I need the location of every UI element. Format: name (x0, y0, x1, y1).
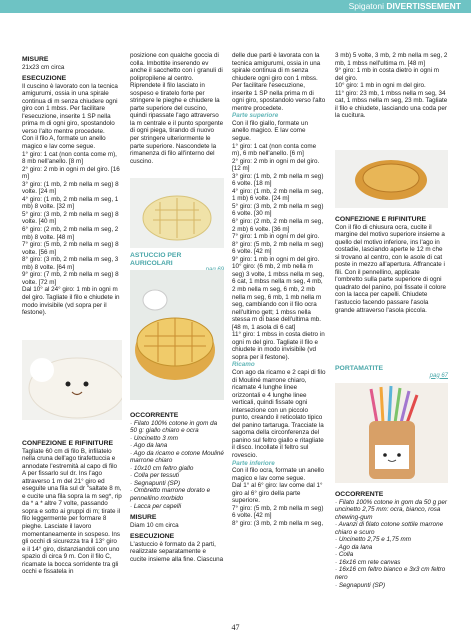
column-4-confezione (335, 212, 448, 314)
occorrente-item: · 10x10 cm feltro giallo (130, 464, 194, 472)
ps-row: 1° giro: 1 cat (non conta come m), 6 mb nell'anello. [6 m] (232, 142, 317, 158)
occorrente-item: · Ago da lana (335, 543, 373, 551)
c4-row: 11° giro: 23 mb, 1 mbss nella m seg, 34 cat, 1 mbss nella m seg, 23 mb. Tagliate il filo e chiudete, lasciando una coda per la cucitura. (335, 89, 448, 120)
occorrente-item: · Avanzi di filato cotone sottile marrone chiaro e scuro (335, 521, 444, 536)
misure-heading: MISURE (22, 56, 49, 63)
ps-row: 10° giro: (6 mb, 2 mb nella m seg) 3 volte, 1 mbss nella m seg, 6 cat, 1 mbss nella m seg, 4 mb, 2 mb nella m seg, 6 mb, 2 mb nella m seg, 6 mb, 1 mb nella m seg, cambiando con il filo ocra nell'ultimo gett; 1 mbss nella stessa m di base dell'ultima mb. [48 m, 1 asola di 6 cat] (232, 263, 325, 331)
ps-row: 7° giro: 1 mb in ogni m del giro. (232, 233, 320, 241)
ps-row: 9° giro: 1 mb in ogni m del giro. (232, 255, 320, 263)
confezione-heading-astuccio: CONFEZIONE E RIFINITURE (335, 216, 427, 223)
occorrente-item: · 16x16 cm feltro bianco e 3x3 cm feltro nero (335, 566, 446, 582)
c4-row: 9° giro: 1 mb in costa dietro in ogni m del giro. (335, 67, 440, 82)
bun-photo (130, 178, 224, 248)
page-ref-portamatite: pag 67 (429, 372, 448, 379)
esecuzione-heading: ESECUZIONE (22, 75, 67, 83)
occorrente-item: · Ago da ricamo e cotone Mouliné marrone chiaro (130, 449, 224, 465)
pi-row: 8° giro: (3 mb, 2 mb nella m seg, (232, 519, 324, 527)
occorrente-item: · Filato 100% cotone in gom da 50 g per uncinetto 2,75 mm: ocra, bianco, rosa chewing-gum (335, 498, 448, 521)
misure-text: 21x23 cm circa (22, 63, 65, 71)
occorrente-item: · Uncinetto 2,75 e 1,75 mm (335, 536, 411, 544)
product-title-portamatite: PORTAMATITE (335, 365, 384, 372)
page-number: 47 (231, 623, 240, 632)
ricamo-heading: Ricamo (232, 361, 255, 369)
occorrente-item: · Filato 100% cotone in gom da 50 g: giallo chiaro e ocra (130, 419, 218, 435)
pi-row: 7° giro: (5 mb, 2 mb nella m seg) 6 volte. [42 m] (232, 504, 324, 520)
esecuzione-text: Il cuscino è lavorato con la tecnica amigurumi, ossia in una spirale continua di m senza chiudere ogni giro con 1 mbss. Per facilitare l'esecuzione, inserite 1 SP nella prima m di ogni giro, spostandolo verso l'alto mentre procedete. (22, 82, 118, 135)
product-title-astuccio: ASTUCCIO PER AURICOLARI (130, 252, 182, 267)
row-5: 5° giro: (3 mb, 2 mb nella m seg) 8 volte. [40 m] (22, 210, 119, 226)
occorrente-item: · Ago da lana (130, 442, 168, 450)
occorrente-item: · Segnapunti (SP) (130, 479, 181, 487)
row-7: 7° giro: (5 mb, 2 mb nella m seg) 8 volte. [56 m] (22, 241, 119, 256)
ps-row: 3° giro: (1 mb, 2 mb nella m seg) 6 volte. [18 m] (232, 172, 324, 188)
row-6: 6° giro: (2 mb, 2 mb nella m seg, 2 mb) 8 volte. [48 m] (22, 226, 119, 241)
confezione-heading: CONFEZIONE E RIFINITURE (22, 440, 114, 447)
occorrente-item: · Ombretto marrone dorato e pennellino morbido (130, 487, 211, 503)
ps-row: 6° giro: (2 mb, 2 mb nella m seg, 2 mb) 6 volte. [36 m] (232, 218, 324, 233)
occorrente-item: · Uncinetto 3 mm (130, 434, 178, 442)
row-1: 1° giro: 1 cat (non conta come m), 8 mb nell'anello. [8 m] (22, 150, 117, 166)
row-8: 8° giro: (3 mb, 2 mb nella m seg, 3 mb) 8 volte. [64 m] (22, 256, 119, 271)
occorrente-item: · Colla per tessuti (130, 472, 179, 480)
column-2-text: posizione con qualche goccia di colla. Imbottite inserendo ev anche il sacchetto con i granuli di polipropilene al centro. Riprendete il filo lasciato in sospeso e tiratelo forte per stringere le pieghe e chiudere la parte superiore del cuscino, quindi ripassate l'ago attraverso la m centrale e il punto sporgente di ogni piega, tirando di nuovo per stringere ulteriormente le parte superiore. Nascondete la rimanenza di filo all'interno del cuscino. (130, 52, 224, 165)
c4-row: 3 mb) 5 volte, 3 mb, 2 mb nella m seg, 2 mb, 1 mbss nell'ultima m. [48 m] (335, 52, 448, 67)
c4-row: 10° giro: 1 mb in ogni m del giro. (335, 82, 426, 90)
esecuzione-text-astuccio: L'astuccio è formato da 2 parti, realizzate separatamente e cucite insieme alla fine. Ciascuna (130, 540, 224, 563)
ps-row: 8° giro: (5 mb, 2 mb nella m seg) 6 volte. [42 m] (232, 240, 324, 256)
section-header-bar (0, 0, 471, 13)
parte-superiore-intro: Con il filo giallo, formate un anello magico. E lav come segue. (232, 119, 308, 143)
row-4: 4° giro: (1 mb, 2 mb nella m seg, 1 mb) 8 volte. [32 m] (22, 195, 119, 211)
column-3-intro: delle due parti è lavorata con la tecnica amigurumi, ossia in una spirale continua di m senza chiudere ogni giro con 1 mbss. Per facilitare l'esecuzione, inserite 1 SP nella prima m di ogni giro, spostandolo verso l'alto mentre procedete. (232, 52, 326, 112)
ricamo-text: Con ago da ricamo e 2 capi di filo di Mouliné marrone chiaro, ricamate 4 lunghe linee orizzontali e 4 lunghe linee verticali, quindi fissate ogni intersezione con un piccolo punto, creando il reticolato tipico del panino tartaruga. Tracciate la sagoma della circonferenza del panino sul feltro giallo e ritagliate il disco. Incollate il feltro sul rovescio. (232, 368, 326, 459)
parte-inferiore-intro: Con il filo ocra, formate un anello magico e lav come segue. (232, 467, 325, 482)
column-3 (232, 52, 326, 527)
occorrente-item: · Lacca per capelli (130, 502, 182, 510)
ps-row: 4° giro: (1 mb, 2 mb nella m seg, 1 mb) 6 volte. [24 m] (232, 187, 324, 203)
earbud-case-photo (130, 270, 224, 400)
column-2-occorrente (130, 408, 224, 563)
row-3: 3° giro: (1 mb, 2 mb nella m seg) 8 volte. [24 m] (22, 180, 119, 196)
row-9: 9° giro: (7 mb, 2 mb nella m seg) 8 volte. [72 m] (22, 271, 119, 286)
ps-row: 5° giro: (3 mb, 2 mb nella m seg) 6 volte. [30 m] (232, 202, 324, 218)
ps-row: 2° giro: 2 mb in ogni m del giro. [12 m] (232, 157, 320, 173)
column-2 (130, 52, 224, 165)
column-1 (22, 52, 122, 317)
row-10: Dal 10° al 24° giro: 1 mb in ogni m del giro. Tagliate il filo e chiudete in modo invisibile (vd sopra per il festone). (22, 286, 120, 317)
confezione-text-astuccio: Con il filo di chiusura ocra, cucite il margine del motivo superiore insieme a quello del motivo inferiore, ins l'ago in costadie, lasciando aperte le 12 m che si trovano al centro, con le asole di cat poste in mezzo all'apertura. Affrancate i fili. Con il pennellino, applicate l'ombretto sulla parte superiore di ogni quadrato del panino, poi fissate il colore con la lacca per capelli. Chiudete l'astuccio facendo passare l'asola grande attraverso l'asola piccola. (335, 223, 446, 314)
parte-superiore-heading: Parte superiore (232, 112, 279, 120)
esecuzione-heading-astuccio: ESECUZIONE (130, 533, 175, 541)
ps-row: 11° giro: 1 mbss in costa dietro in ogni m del giro. Tagliate il filo e chiudete in modo invisibile (vd sopra per il festone). (232, 331, 325, 361)
column-4 (335, 52, 448, 120)
occorrente-heading-astuccio: OCCORRENTE (130, 412, 179, 419)
column-1-bottom (22, 436, 122, 576)
intro-text: Con il filo A, formate un anello magico e lav come segue. (22, 135, 106, 151)
occorrente-item: · Colla (335, 551, 354, 559)
pillow-photo (22, 340, 122, 420)
parte-inferiore-heading: Parte inferiore (232, 459, 275, 467)
pencil-holder-photo (335, 383, 448, 483)
occorrente-item: · 16x16 cm rete canvas (335, 558, 401, 566)
misure-heading-astuccio: MISURE (130, 514, 157, 522)
occorrente-item: · Segnapunti (SP) (335, 581, 386, 589)
occorrente-heading-portamatite: OCCORRENTE (335, 491, 384, 498)
column-4-product (335, 365, 448, 380)
misure-text-astuccio: Diam 10 cm circa (130, 521, 179, 529)
pi-row: Dal 1° al 6° giro: lav come dal 1° giro al 6° giro della parte superiore. (232, 482, 323, 505)
column-4-occorrente (335, 487, 448, 589)
bun-bottom-photo (335, 150, 448, 208)
row-2: 2° giro: 2 mb in ogni m del giro. [16 m] (22, 165, 120, 181)
confezione-text: Tagliate 60 cm di filo B, infilatelo nella cruna dell'ago tirafettuccia e annodate l'estremità al capo di filo A per fissarlo sul dr. Ins l'ago attraverso 1 m del 21° giro ed eseguite una fila sul dr "saltate 8 m, e cucite una fila sopra la m seg*, rip da * a * altre 7 volte, passando sopra e sotto ai gruppi di m; tirate il filo leggermente per formare 8 pieghe. Lasciate il lavoro momentaneamente in sospeso. Ins gli occhi di sicurezza tra il 13° giro e il 14° giro, distanziandoli con uno spazio di circa 9 m. Con il filo C, ricamate la bocca sorridente tra gli occhi e fissatela in (22, 447, 122, 576)
section-label: Spigatoni DIVERTISSEMENT (348, 1, 461, 11)
